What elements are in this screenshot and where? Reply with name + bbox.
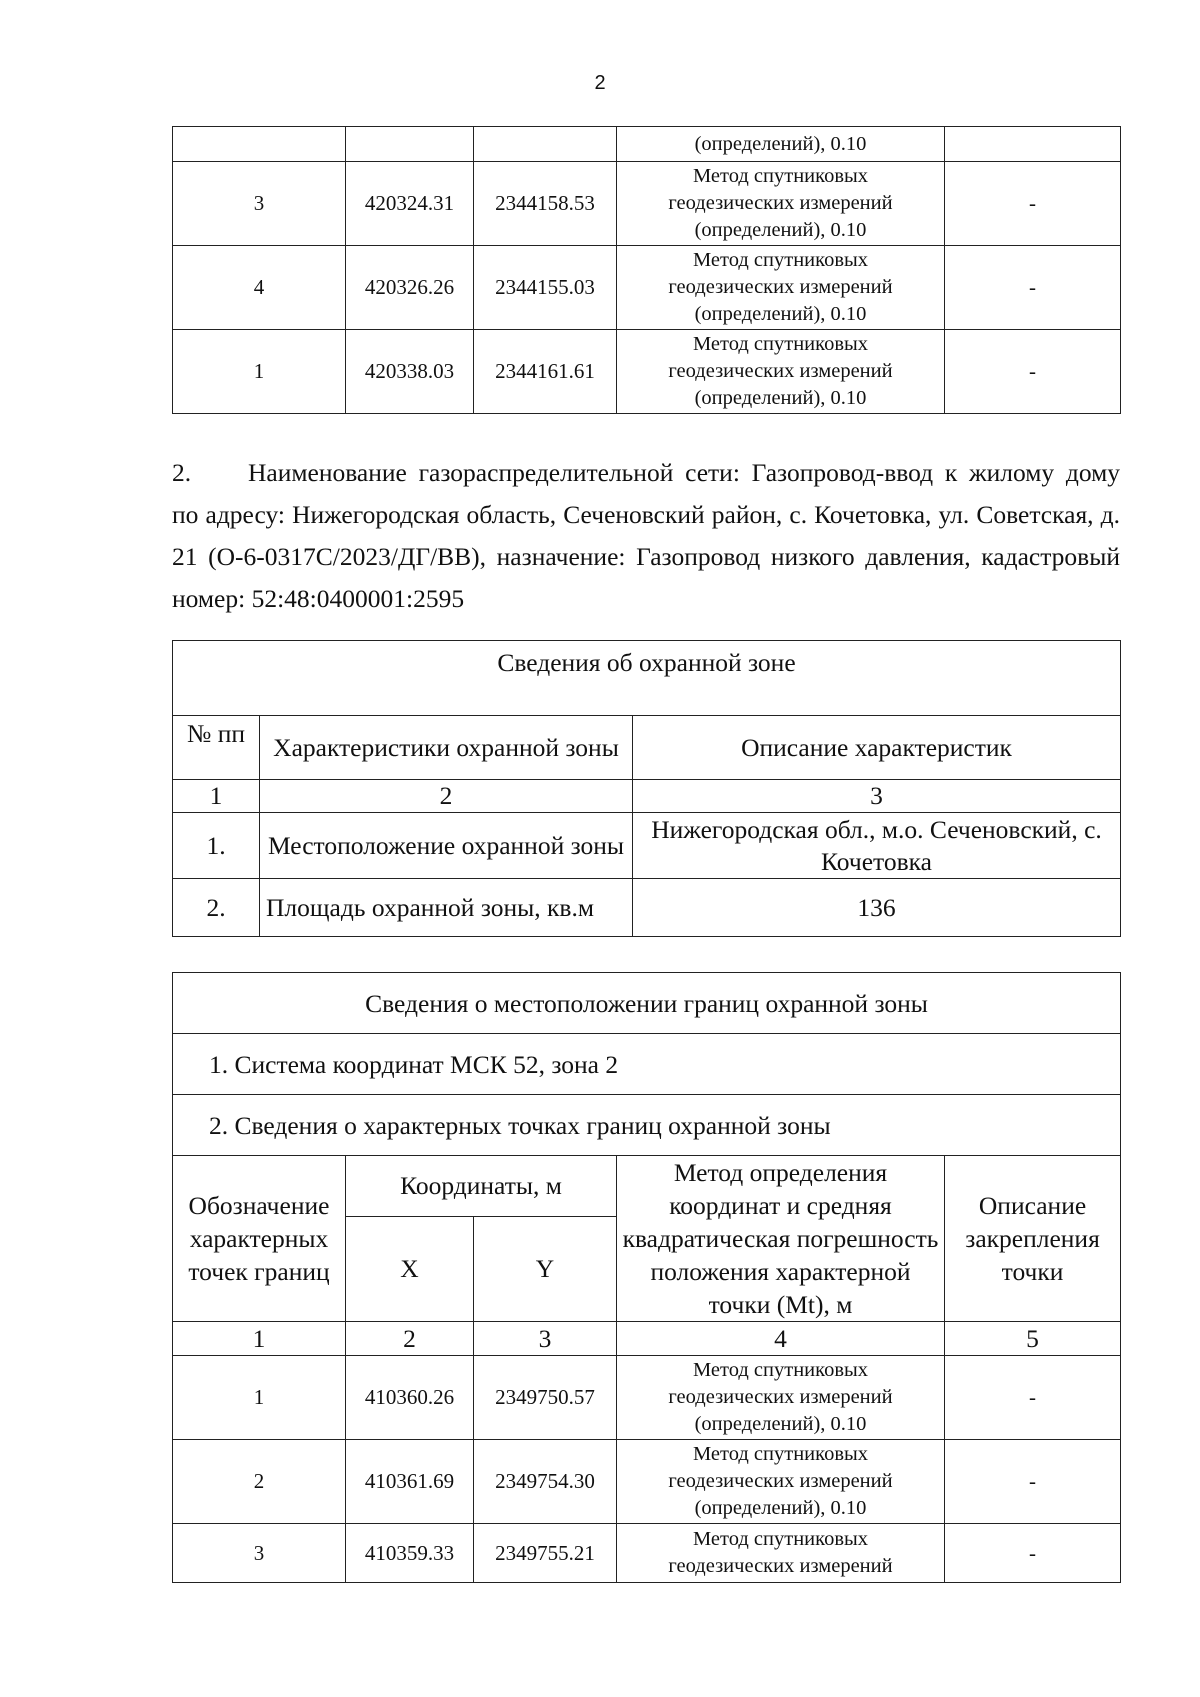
fixing-description: - <box>945 1356 1121 1440</box>
column-index: 3 <box>633 780 1121 813</box>
coord-y: 2344158.53 <box>474 162 617 246</box>
fixing-description: - <box>945 246 1121 330</box>
column-header-x: X <box>346 1216 474 1321</box>
column-header-method: Метод определения координат и средняя квадратическая погрешность положения характерной точки (Mt), м <box>617 1156 945 1322</box>
column-index: 4 <box>617 1322 945 1356</box>
column-index: 2 <box>346 1322 474 1356</box>
method-cell: Метод спутниковых геодезических измерений (определений), 0.10 <box>617 1440 945 1524</box>
row-number: 1. <box>173 813 260 879</box>
coord-y: 2344155.03 <box>474 246 617 330</box>
coord-y: 2349754.30 <box>474 1440 617 1524</box>
coord-x: 420324.31 <box>346 162 474 246</box>
row-number: 2. <box>173 879 260 937</box>
column-index: 3 <box>474 1322 617 1356</box>
page-number: 2 <box>594 72 606 94</box>
table-row <box>173 162 1121 246</box>
table-caption: Сведения об охранной зоне <box>173 641 1121 716</box>
table-row <box>173 1356 1121 1440</box>
fixing-description: - <box>945 1524 1121 1583</box>
method-cell: Метод спутниковых геодезических измерений (определений), 0.10 <box>617 1356 945 1440</box>
coord-y: 2349755.21 <box>474 1524 617 1583</box>
point-number: 3 <box>173 1524 346 1583</box>
method-cell: Метод спутниковых геодезических измерений (определений), 0.10 <box>617 246 945 330</box>
point-number: 3 <box>173 162 346 246</box>
table-row <box>173 1524 1121 1583</box>
fixing-description: - <box>945 1440 1121 1524</box>
table-caption: Сведения о местоположении границ охранной зоны <box>173 973 1121 1034</box>
table-row <box>173 246 1121 330</box>
description-cell: 136 <box>633 879 1121 937</box>
fixing-description: - <box>945 330 1121 414</box>
column-index: 2 <box>260 780 633 813</box>
characteristic-cell: Площадь охранной зоны, кв.м <box>260 879 633 937</box>
table-row <box>173 127 1121 162</box>
column-header-designation: Обозначение характерных точек границ <box>173 1156 346 1322</box>
point-number: 4 <box>173 246 346 330</box>
coordinate-system: 1. Система координат МСК 52, зона 2 <box>173 1034 1121 1095</box>
table-row <box>173 813 1121 879</box>
column-header-description: Описание характеристик <box>633 716 1121 780</box>
characteristic-cell: Местоположение охранной зоны <box>260 813 633 879</box>
column-header-num: № пп <box>173 716 260 780</box>
coord-x: 420326.26 <box>346 246 474 330</box>
method-cell: Метод спутниковых геодезических измерений <box>617 1524 945 1583</box>
table-row <box>173 330 1121 414</box>
network-description-paragraph <box>172 452 1120 620</box>
paragraph-number: 2. <box>172 458 192 487</box>
point-number: 1 <box>173 330 346 414</box>
fixing-description: - <box>945 162 1121 246</box>
column-header-y: Y <box>474 1216 617 1321</box>
table-row <box>173 879 1121 937</box>
column-header-characteristics: Характеристики охранной зоны <box>260 716 633 780</box>
coord-y: 2344161.61 <box>474 330 617 414</box>
point-number: 2 <box>173 1440 346 1524</box>
protection-zone-info-table <box>172 640 1121 937</box>
column-header-fixing: Описание закрепления точки <box>945 1156 1121 1322</box>
column-index: 1 <box>173 780 260 813</box>
column-index: 1 <box>173 1322 346 1356</box>
description-cell: Нижегородская обл., м.о. Сеченовский, с. Кочетовка <box>633 813 1121 879</box>
column-index: 5 <box>945 1322 1121 1356</box>
paragraph-text: Наименование газораспределительной сети: Газопровод-ввод к жилому дому по адресу: Нижегородская область, Сеченовский район, с. Кочетовка, ул. Советская, д. 21 (О-6-0317С/2023/ДГ/ВВ), назначение: Газопровод низкого давления, кадастровый номер: 52:48:0400001:2595 <box>172 458 1120 613</box>
points-caption: 2. Сведения о характерных точках границ охранной зоны <box>173 1095 1121 1156</box>
method-cell: Метод спутниковых геодезических измерений (определений), 0.10 <box>617 162 945 246</box>
point-number: 1 <box>173 1356 346 1440</box>
zone-boundaries-table <box>172 972 1121 1583</box>
points-table-continued <box>172 126 1121 414</box>
column-header-coordinates: Координаты, м <box>346 1156 617 1217</box>
coord-x: 410360.26 <box>346 1356 474 1440</box>
coord-x: 410361.69 <box>346 1440 474 1524</box>
coord-x: 410359.33 <box>346 1524 474 1583</box>
table-row <box>173 1440 1121 1524</box>
method-cell: (определений), 0.10 <box>617 127 945 162</box>
coord-x: 420338.03 <box>346 330 474 414</box>
coord-y: 2349750.57 <box>474 1356 617 1440</box>
method-cell: Метод спутниковых геодезических измерений (определений), 0.10 <box>617 330 945 414</box>
